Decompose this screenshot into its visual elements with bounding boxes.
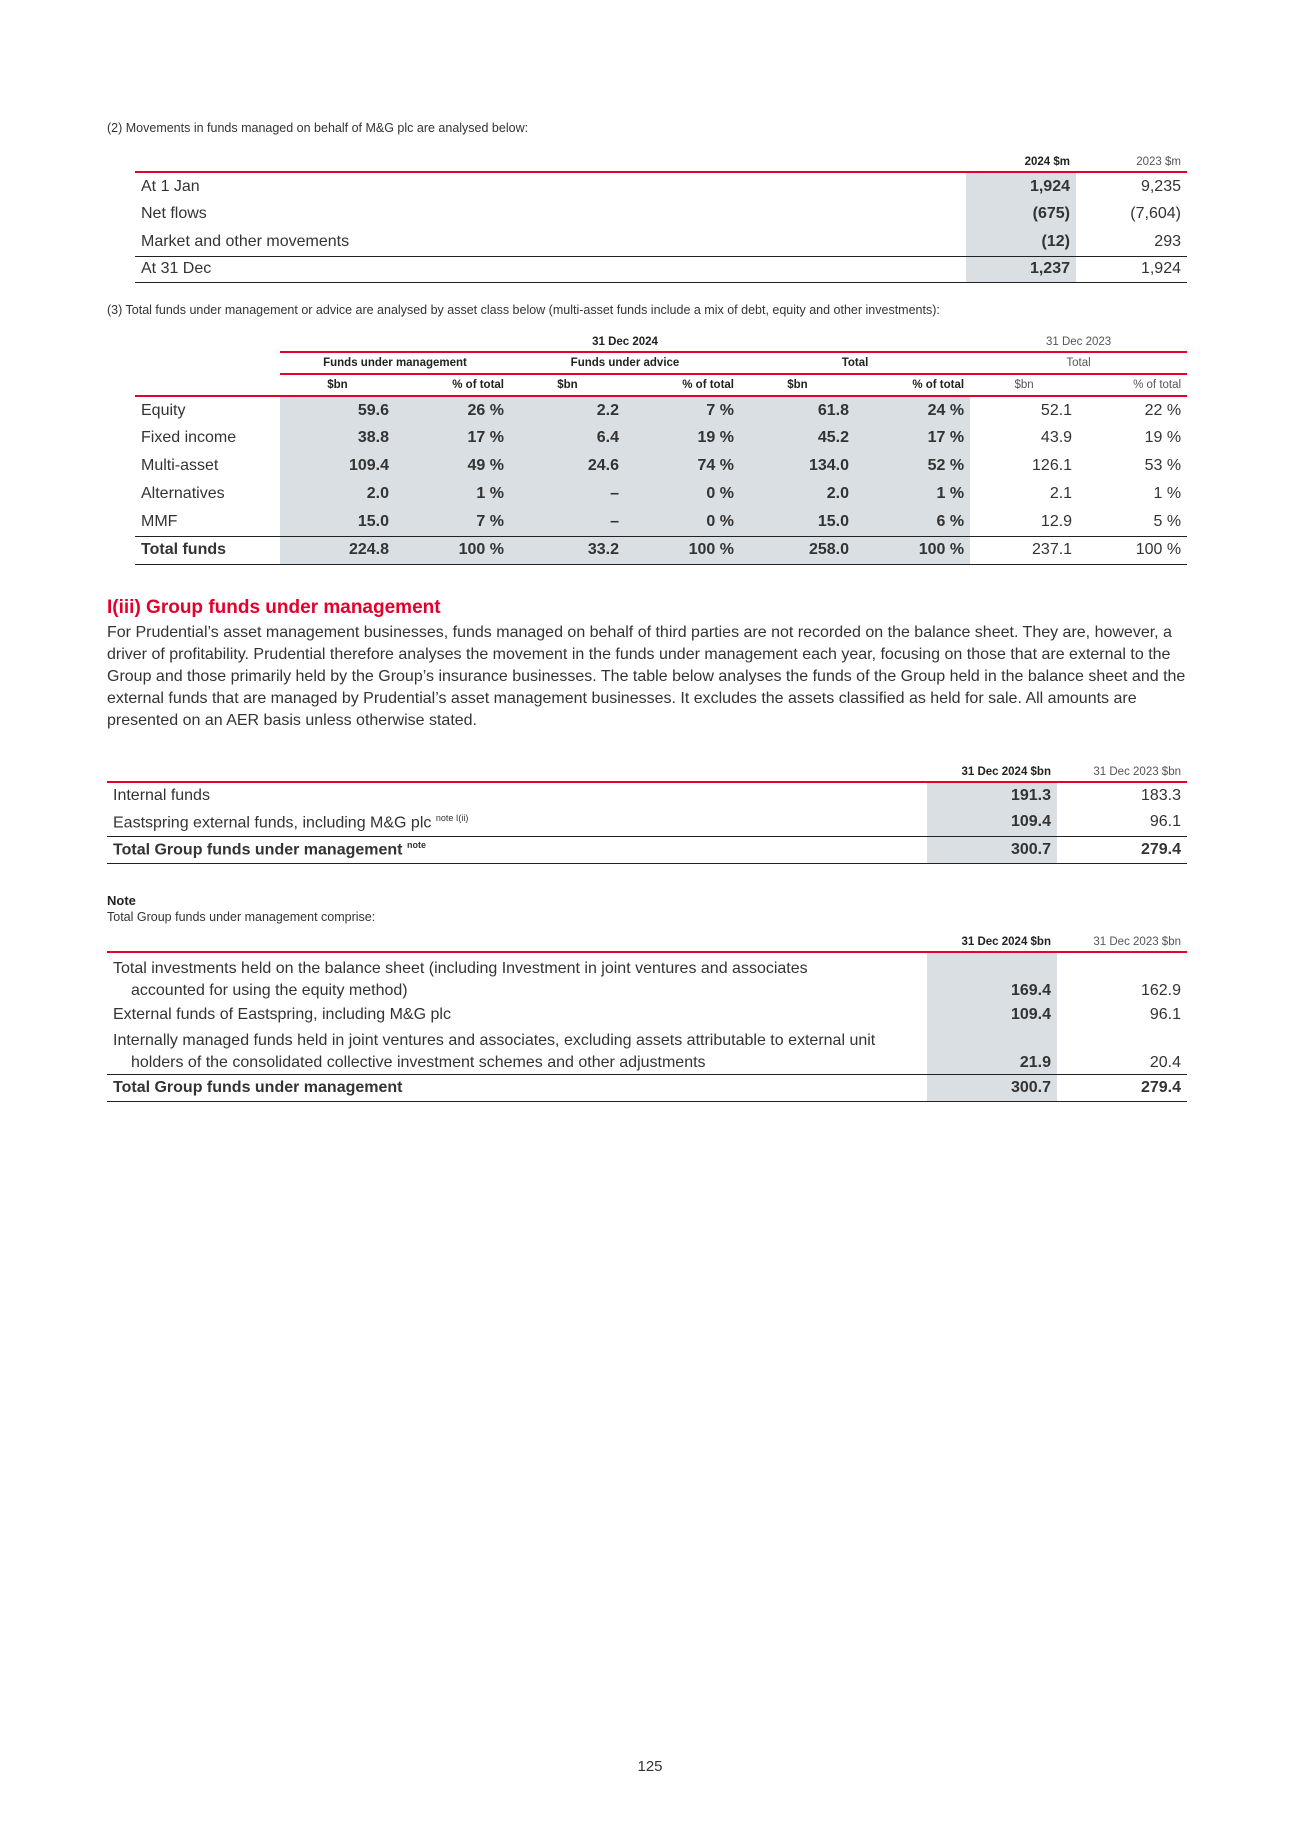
table-row-total: Total Group funds under management 300.7 279.4 (107, 1074, 1187, 1101)
page-number: 125 (637, 1758, 663, 1775)
table-row: Alternatives 2.0 1 % – 0 % 2.0 1 % 2.1 1 % (135, 480, 1187, 508)
table-row: Equity 59.6 26 % 2.2 7 % 61.8 24 % 52.1 22 % (135, 396, 1187, 424)
note-caption: Total Group funds under management comprise: (107, 910, 376, 924)
table-row: Internal funds 191.3 183.3 (107, 782, 1187, 809)
period-prior: 31 Dec 2023 (1045, 335, 1112, 348)
table-row: Total investments held on the balance sheet (including Investment in joint ventures and associates accounted for using the equity method) 169.4 162.9 (107, 952, 1187, 1002)
group-funds-table: 31 Dec 2024 $bn 31 Dec 2023 $bn Internal funds 191.3 183.3 Eastspring external funds, including M&G plc $^{note I(ii)}$ 109.4 96.1 Total Group funds under management $^{note}$ 300.7 279.4 (107, 762, 1187, 864)
table-row-total: Total funds 224.8 100 % 33.2 100 % 258.0 100 % 237.1 100 % (135, 536, 1187, 564)
table-row: External funds of Eastspring, including M&G plc 109.4 96.1 (107, 1002, 1187, 1028)
table-row: Net flows (675) (7,604) (135, 200, 1187, 228)
group-total-prior: Total (970, 352, 1187, 374)
section3-caption: (3) Total funds under management or advice are analysed by asset class below (multi-asset funds include a mix of debt, equity and other investments): (107, 303, 940, 317)
note-reference: note (406, 839, 426, 850)
period-current: 31 Dec 2024 (592, 335, 658, 348)
mg-movements-table (135, 152, 1187, 283)
table-row: Market and other movements (12) 293 (135, 228, 1187, 256)
section-paragraph: For Prudential’s asset management businesses, funds managed on behalf of third parties are not recorded on the balance sheet. They are, however, a driver of profitability. Prudential therefore analyses the movement in the funds under management each year, focusing on those that are external to the Group and those primarily held by the Group’s insurance businesses. The table below analyses the funds of the Group held in the balance sheet and the external funds that are managed by Prudential’s asset management businesses. It excludes the assets classified as held for sale. All amounts are presented on an AER basis unless otherwise stated. (107, 624, 1186, 729)
table-row: At 1 Jan 1,924 9,235 (135, 172, 1187, 200)
table-row: MMF 15.0 7 % – 0 % 15.0 6 % 12.9 5 % (135, 508, 1187, 536)
col-header-2023: 2023 $m (1136, 155, 1181, 168)
table-row: Fixed income 38.8 17 % 6.4 19 % 45.2 17 % 43.9 19 % (135, 424, 1187, 452)
group-fua: Funds under advice (510, 352, 740, 374)
note-title: Note (107, 893, 136, 908)
table-row: Multi-asset 109.4 49 % 24.6 74 % 134.0 52 % 126.1 53 % (135, 452, 1187, 480)
col-header-2024: 2024 $m (1024, 155, 1070, 168)
table-row: Internally managed funds held in joint ventures and associates, excluding assets attributable to external unit holders of the consolidated collective investment schemes and other adjustments 21.9 20.4 (107, 1028, 1187, 1074)
group-total: Total (740, 352, 970, 374)
table-row: At 31 Dec 1,237 1,924 (135, 256, 1187, 282)
asset-class-table: 31 Dec 2024 31 Dec 2023 Funds under management Funds under advice Total Total $bn % of total $bn % of total $bn % of total $bn % of total Equity 59.6 26 % 2.2 7 % 61.8 24 % 52.1 22 % Fixed income 38.8 17 % 6.4 19 % 45.2 17 % 43.9 19 % Multi-asset 109.4 49 % 24.6 74 % 134.0 52 % 126.1 53 % Alternatives 2.0 1 % – 0 % 2.0 1 % 2.1 1 % MMF 15.0 7 % – 0 % 15.0 6 % 12.9 5 % Total funds 224.8 100 % 33.2 100 % 258.0 100 % 237.1 100 % (135, 332, 1187, 565)
note-table: 31 Dec 2024 $bn 31 Dec 2023 $bn Total investments held on the balance sheet (including Investment in joint ventures and associates accounted for using the equity method) 169.4 162.9 External funds of Eastspring, including M&G plc 109.4 96.1 Internally managed funds held in joint ventures and associates, excluding assets attributable to external unit holders of the consolidated collective investment schemes and other adjustments 21.9 20.4 Total Group funds under management 300.7 279.4 (107, 932, 1187, 1102)
table-row: Eastspring external funds, including M&G plc $^{note I(ii)}$ 109.4 96.1 (107, 809, 1187, 836)
group-fum: Funds under management (280, 352, 510, 374)
note-reference: note I(ii) (435, 812, 469, 823)
section2-caption: (2) Movements in funds managed on behalf of M&G plc are analysed below: (107, 121, 529, 135)
table-row-total: Total Group funds under management $^{note}$ 300.7 279.4 (107, 836, 1187, 863)
section-heading: I(iii) Group funds under management (107, 597, 441, 618)
